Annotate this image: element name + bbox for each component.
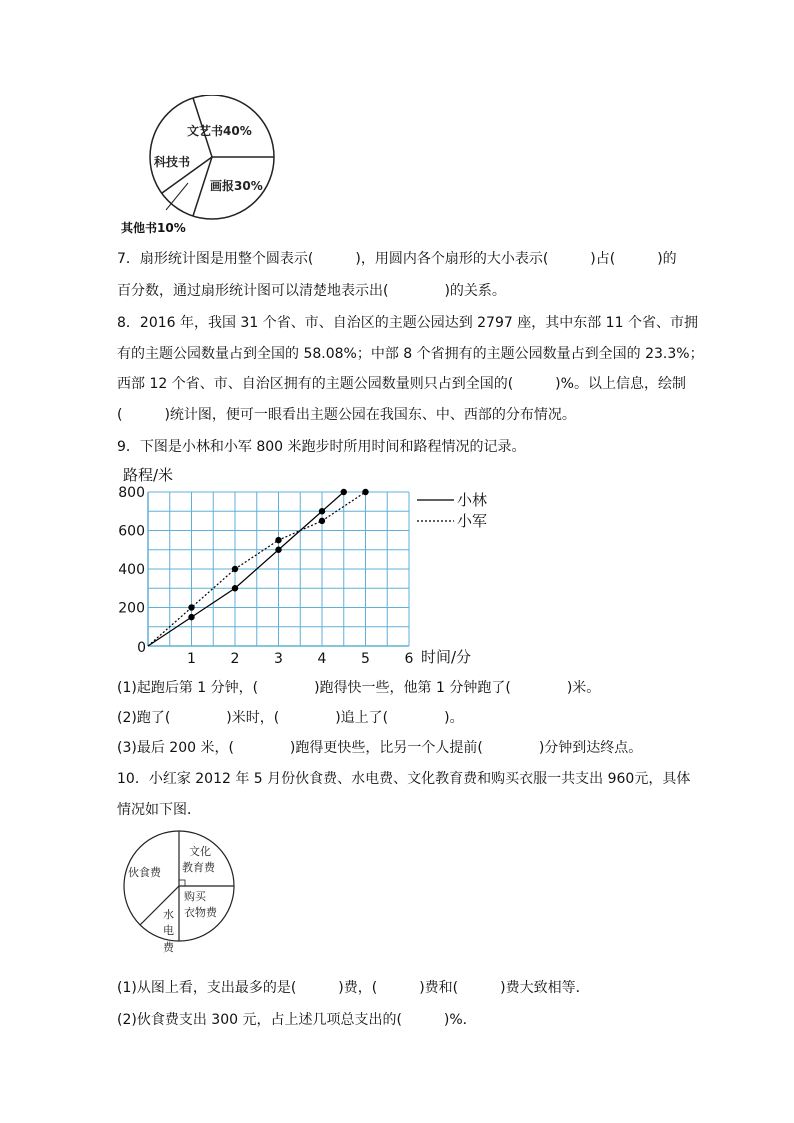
legend-label-xiaolin: 小林 [457, 491, 488, 509]
q10-line2: 情况如下图． [117, 802, 201, 818]
pie-label-wenyi: 文艺书40% [187, 124, 252, 138]
y-tick-label: 400 [118, 562, 145, 578]
line-chart-running [117, 460, 517, 670]
q10-sub2: (2)伙食费支出 300 元，占上述几项总支出的( )%． [117, 1012, 477, 1028]
q9-sub2: (2)跑了( )米时，( )追上了( )。 [117, 710, 464, 726]
legend-label-xiaojun: 小军 [457, 512, 488, 530]
pie2-label-cloth1: 购买 [184, 890, 206, 903]
right-angle-mark [179, 880, 185, 886]
q8-line3: 西部 12 个省、市、自治区拥有的主题公园数量则只占到全国的( )%。以上信息，绘制 [117, 376, 686, 392]
x-tick-label: 2 [230, 651, 240, 667]
data-point-xiaojun [362, 489, 368, 495]
x-tick-label: 5 [361, 651, 370, 667]
data-point-xiaolin [232, 585, 238, 591]
pie-label-huabao: 画报30% [210, 179, 263, 193]
y-tick-label: 600 [118, 523, 145, 540]
pie-label-other: 其他书10% [121, 221, 186, 235]
pie2-label-water2: 电 [163, 924, 174, 937]
data-point-xiaojun [232, 566, 238, 572]
q9-sub3: (3)最后 200 米，( )跑得更快些，比另一个人提前( )分钟到达终点。 [117, 740, 643, 756]
pie2-label-food: 伙食费 [128, 866, 161, 879]
pie-label-keji: 科技书 [154, 155, 191, 169]
q10-line1: 10．小红家 2012 年 5 月份伙食费、水电费、文化教育费和购买衣服一共支出 960元，具体 [117, 771, 691, 787]
pie-chart-expenses [118, 830, 240, 960]
q8-line1: 8．2016 年，我国 31 个省、市、自治区的主题公园达到 2797 座，其中东部 11 个省、市拥 [117, 315, 698, 331]
x-tick-label: 3 [274, 651, 283, 667]
x-tick-label: 1 [187, 651, 196, 667]
q7-line1: 7．扇形统计图是用整个圆表示( )，用圆内各个扇形的大小表示( )占( )的 [117, 251, 677, 267]
pie2-label-edu1: 文化 [189, 845, 211, 858]
data-point-xiaolin [188, 614, 194, 620]
x-tick-label: 6 [404, 651, 414, 667]
data-point-xiaojun [188, 604, 194, 610]
data-point-xiaojun [275, 537, 281, 543]
pie2-label-water1: 水 [163, 908, 174, 921]
y-axis-label: 路程/米 [123, 466, 174, 484]
x-axis-label: 时间/分 [421, 648, 472, 666]
data-point-xiaolin [275, 547, 281, 553]
q8-line4: ( )统计图，便可一眼看出主题公园在我国东、中、西部的分布情况。 [117, 407, 576, 423]
pie-chart-books [140, 95, 290, 235]
q8-line2: 有的主题公园数量占到全国的 58.08%；中部 8 个省拥有的主题公园数量占到全国的 23.3%； [117, 346, 704, 362]
q7-line2: 百分数，通过扇形统计图可以清楚地表示出( )的关系。 [117, 283, 506, 299]
q9-sub1: (1)起跑后第 1 分钟，( )跑得快一些，他第 1 分钟跑了( )米。 [117, 680, 601, 696]
x-tick-label: 4 [317, 651, 327, 667]
y-tick-label: 800 [118, 485, 145, 501]
pie2-label-edu2: 教育费 [182, 861, 215, 874]
data-point-xiaolin [341, 489, 347, 495]
q9-title: 9．下图是小林和小军 800 米跑步时所用时间和路程情况的记录。 [117, 439, 526, 455]
data-point-xiaojun [319, 518, 325, 524]
pie2-label-cloth2: 衣物费 [184, 906, 217, 919]
q10-sub1: (1)从图上看，支出最多的是( )费，( )费和( )费大致相等． [117, 980, 590, 996]
origin-label: 0 [137, 640, 146, 656]
data-point-xiaolin [319, 508, 325, 514]
y-tick-label: 200 [118, 600, 145, 617]
pie2-label-water3: 费 [163, 941, 174, 954]
